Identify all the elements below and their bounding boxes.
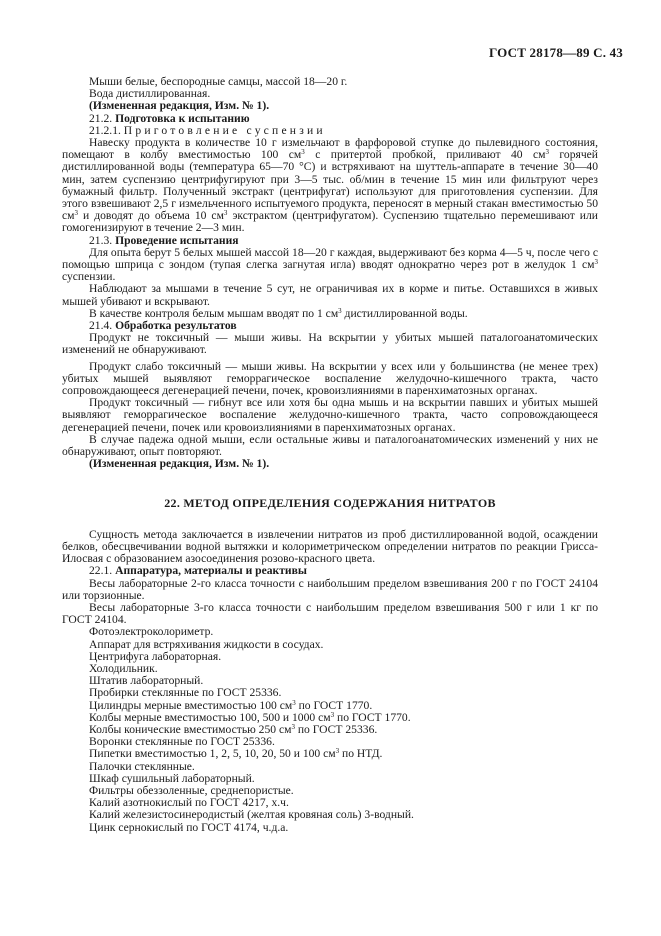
heading-title: Приготовление суспензии bbox=[123, 123, 326, 137]
list-item: Фильтры обеззоленные, среднепористые. bbox=[89, 783, 294, 797]
superscript: 3 bbox=[335, 747, 340, 756]
heading-number: 21.2. bbox=[89, 111, 113, 125]
paragraph-toxic: Продукт токсичный — гибнут все или хотя бы одна мышь и на вскрытии павших и убитых мышей выявляют геморрагическое воспаление желудочно-кишечного тракта, часто сопровождающееся дегенерацией печени, почек или кровоизлияниями в паренхиматозных органах. bbox=[62, 396, 598, 434]
superscript: 3 bbox=[291, 722, 295, 731]
heading-number: 21.2.1. bbox=[89, 123, 121, 137]
text-run: по ГОСТ 1770. bbox=[295, 698, 373, 712]
text-run: и доводят до объема 10 см bbox=[77, 209, 224, 223]
text-run: Колбы мерные вместимостью 100, 500 и 1000 см bbox=[89, 710, 331, 724]
heading-number: 22.1. bbox=[89, 564, 113, 578]
superscript: 3 bbox=[223, 209, 228, 218]
heading-title: Проведение испытания bbox=[115, 233, 239, 247]
heading-title: Подготовка к испытанию bbox=[115, 111, 250, 125]
text-run: с притертой пробкой, приливают 40 см bbox=[304, 148, 546, 162]
list-item: Весы лабораторные 3-го класса точности с наибольшим пределом взвешивания 500 г или 1 кг по ГОСТ 24104. bbox=[62, 600, 598, 627]
list-item: Весы лабораторные 2-го класса точности с наибольшим пределом взвешивания 200 г по ГОСТ 24104 или торзионные. bbox=[62, 576, 598, 602]
paragraph-weak-toxic: Продукт слабо токсичный — мыши живы. На вскрытии у всех или у большинства (не менее трех) убитых мышей выявляют геморрагическое воспаление желудочно-кишечного тракта, часто сопровождающееся дегенерацией печени, почек, кровоизлияниями в паренхиматозных органах. bbox=[62, 359, 598, 398]
list-item: Воронки стеклянные по ГОСТ 25336. bbox=[89, 735, 275, 749]
text-water: Вода дистиллированная. bbox=[89, 87, 211, 101]
text-run: Колбы конические вместимостью 250 см bbox=[89, 722, 292, 736]
list-item: Аппарат для встряхивания жидкости в сосудах. bbox=[89, 637, 324, 651]
list-item: Калий азотнокислый по ГОСТ 4217, х.ч. bbox=[89, 796, 289, 810]
text-run: Навеску продукта в количестве 10 г измельчают в фарфоровой ступке до пылевидного состояния, помещают в колбу вместимостью 100 см bbox=[62, 136, 598, 162]
section-title: 22. МЕТОД ОПРЕДЕЛЕНИЯ СОДЕРЖАНИЯ НИТРАТОВ bbox=[164, 495, 496, 510]
paragraph-nontoxic: Продукт не токсичный — мыши живы. На вскрытии у убитых мышей паталогоанатомических изменений не обнаруживают. bbox=[62, 331, 598, 357]
superscript: 3 bbox=[545, 148, 549, 157]
paragraph-death: В случае падежа одной мыши, если остальные живы и паталогоанатомических изменений у них не обнаруживают, опыт повторяют. bbox=[62, 432, 598, 459]
text-run: Пипетки вместимостью 1, 2, 5, 10, 20, 50 и 100 см bbox=[89, 747, 336, 761]
list-item: Цинк сернокислый по ГОСТ 4174, ч.д.а. bbox=[89, 820, 289, 834]
page-header: ГОСТ 28178—89 С. 43 bbox=[489, 45, 623, 60]
heading-title: Обработка результатов bbox=[115, 319, 237, 333]
text-run: Для опыта берут 5 белых мышей массой 18—20 г каждая, выдерживают без корма 4—5 ч, после чего с помощью шприца с зондом (тупая слегка загнутая игла) вводят однократно через рот в желудок 1 см bbox=[62, 245, 598, 272]
text-run: Цилиндры мерные вместимостью 100 см bbox=[89, 698, 293, 712]
text-run: дистиллированной воды. bbox=[341, 306, 468, 320]
text-run: В качестве контроля белым мышам вводят по 1 см bbox=[89, 306, 339, 320]
list-item: Шкаф сушильный лабораторный. bbox=[89, 771, 255, 785]
list-item bbox=[62, 748, 598, 760]
text-run: суспензии. bbox=[62, 270, 116, 284]
amendment-note: (Измененная редакция, Изм. № 1). bbox=[89, 99, 270, 113]
superscript: 3 bbox=[292, 698, 296, 707]
superscript: 3 bbox=[301, 148, 305, 157]
heading-number: 21.4. bbox=[89, 319, 113, 333]
text-run: горячей дистиллированной воды (температура 65—70 °С) и встряхивают на шуттель-аппарате в течение 30—40 мин, затем суспензию центрифугируют при 3—5 тыс. об/мин в течение 15 мин или фильтруют через бумажный фильтр. Полученный экстракт (центрифугат) используют для приготовления суспензии. Для этого взвешивают 2,5 г измельченного испытуемого продукта, переносят в мерный стакан вместимостью 50 см bbox=[62, 148, 598, 223]
heading-22-1 bbox=[62, 565, 598, 577]
superscript: 3 bbox=[330, 710, 335, 719]
list-item: Калий железистосинеродистый (желтая кровяная соль) 3-водный. bbox=[89, 808, 414, 822]
text-run: по НТД. bbox=[339, 747, 383, 761]
text-run: по ГОСТ 25336. bbox=[294, 722, 378, 736]
amendment-note: (Измененная редакция, Изм. № 1). bbox=[89, 457, 270, 471]
list-item: Фотоэлектроколориметр. bbox=[89, 625, 214, 639]
paragraph-observe: Наблюдают за мышами в течение 5 сут, не ограничивая их в корме и питье. Оставшихся в живых мышей убивают и вскрывают. bbox=[62, 282, 598, 308]
superscript: 3 bbox=[338, 306, 342, 315]
list-item: Палочки стеклянные. bbox=[89, 759, 195, 773]
paragraph-test bbox=[62, 247, 598, 284]
paragraph-suspension-prep bbox=[62, 137, 598, 235]
superscript: 3 bbox=[74, 209, 78, 218]
heading-number: 21.3. bbox=[89, 233, 113, 247]
text-run: экстрактом (центрифугатом). Суспензию тщательно перемешивают или гомогенизируют в течение 2—3 мин. bbox=[62, 209, 598, 235]
paragraph-essence: Сущность метода заключается в извлечении нитратов из проб дистиллированной водой, осаждении белков, обесцвечивании водной вытяжки и колориметрическом определении нитратов по реакции Грисса-Илосвая с образованием азосоединения розово-красного цвета. bbox=[62, 527, 598, 566]
document-body bbox=[62, 76, 598, 834]
text-run: по ГОСТ 1770. bbox=[334, 710, 411, 724]
list-item: Штатив лабораторный. bbox=[89, 674, 204, 688]
list-item: Пробирки стеклянные по ГОСТ 25336. bbox=[89, 686, 282, 700]
text-mice: Мыши белые, беспородные самцы, массой 18—20 г. bbox=[89, 75, 348, 88]
list-item: Центрифуга лабораторная. bbox=[89, 649, 222, 663]
list-item: Холодильник. bbox=[89, 661, 158, 675]
heading-title: Аппаратура, материалы и реактивы bbox=[115, 564, 307, 578]
superscript: 3 bbox=[594, 258, 598, 267]
